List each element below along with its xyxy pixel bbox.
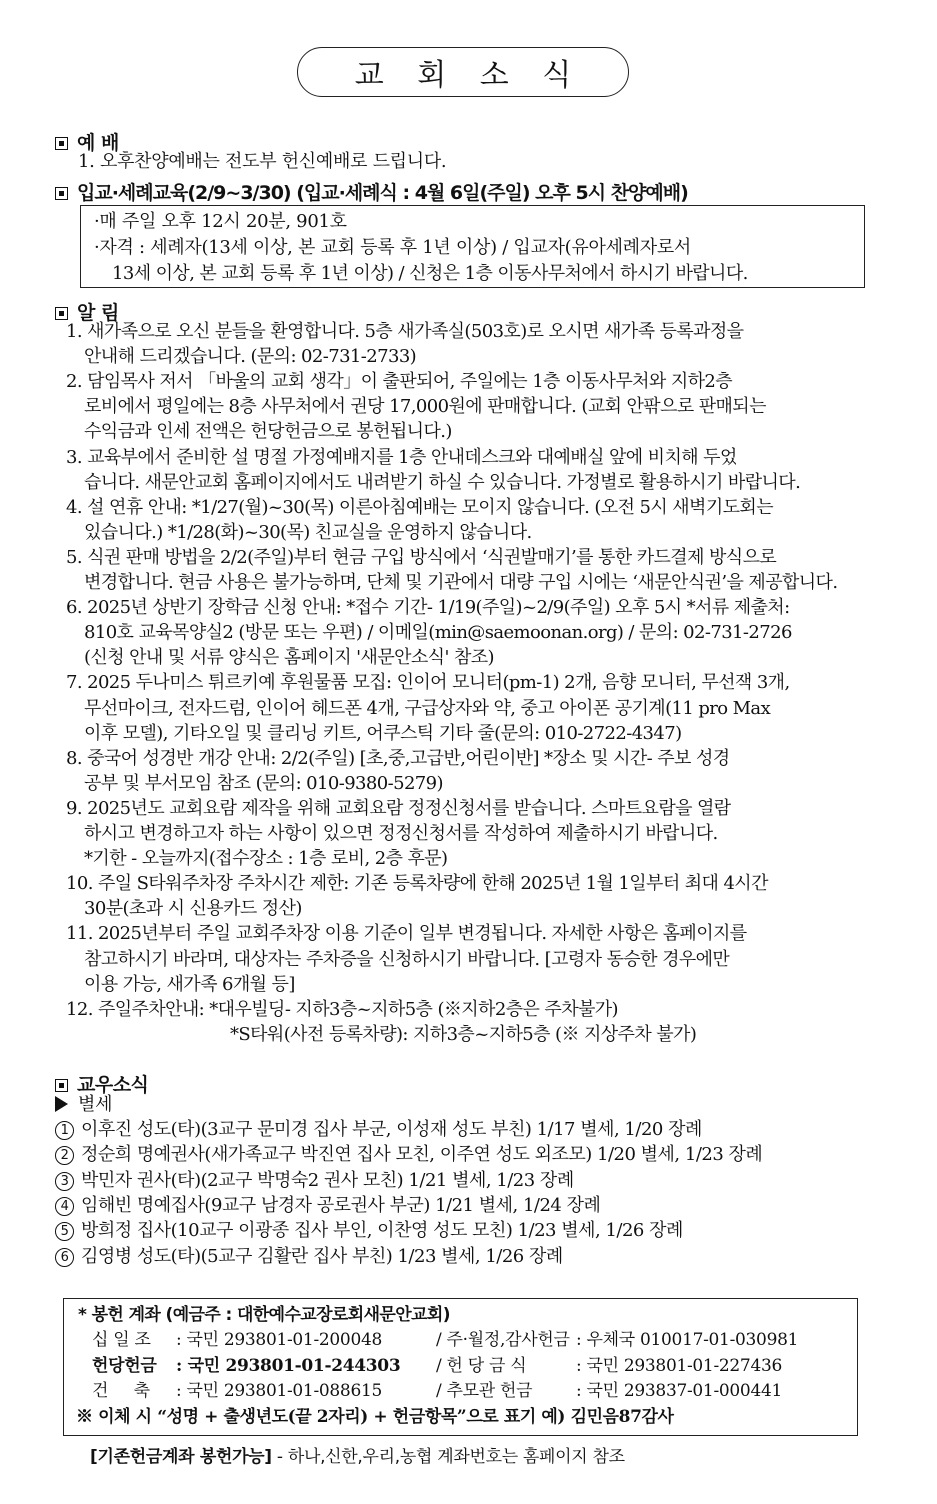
account-label: / 헌 당 금 식: [436, 1355, 527, 1376]
notice-line: 공부 및 부서모임 참조 (문의: 010-9380-5279): [84, 772, 443, 794]
members-heading: [55, 1070, 148, 1097]
notice-line: 810호 교육목양실2 (방문 또는 우편) / 이메일(min@saemoonan.org) / 문의: 02-731-2726: [84, 622, 792, 644]
accounts-heading: * 봉헌 계좌 (예금주 : 대한예수교장로회새문안교회): [78, 1305, 450, 1325]
members-subheading: [55, 1094, 112, 1116]
notice-line: 7. 2025 두나미스 튀르키예 후원물품 모집: 인이어 모니터(pm-1) 2개, 음향 모니터, 무선잭 3개,: [66, 672, 790, 694]
notice-line: 참고하시기 바라며, 대상자는 주차증을 신청하시기 바랍니다. [고령자 동승한 경우에만: [84, 948, 730, 970]
circled-number: 5: [55, 1222, 74, 1241]
baptism-heading-text: 입교·세례교육(2/9~3/30) (입교·세례식 : 4월 6일(주일) 오후 5시 찬양예배): [77, 182, 688, 204]
checkbox-square-icon: [55, 1079, 68, 1092]
notice-line: 3. 교육부에서 준비한 설 명절 가정예배지를 1층 안내데스크와 대예배실 앞에 비치해 두었: [66, 446, 737, 468]
accounts-note: ※ 이체 시 “성명 + 출생년도(끝 2자리) + 헌금항목”으로 표기 예) 김민음87감사: [76, 1407, 674, 1427]
notice-line: 10. 주일 S타워주차장 주차시간 제한: 기존 등록차량에 한해 2025년 1월 1일부터 최대 4시간: [66, 873, 768, 895]
notice-line: 2. 담임목사 저서 「바울의 교회 생각」이 출판되어, 주일에는 1층 이동사무처와 지하2층: [66, 371, 733, 393]
member-item-text: 정순희 명예권사(새가족교구 박진연 집사 모친, 이주연 성도 외조모) 1/20 별세, 1/23 장례: [81, 1144, 763, 1166]
account-value: : 국민 293837-01-000441: [576, 1381, 782, 1401]
notice-line: 30분(초과 시 신용카드 정산): [84, 898, 302, 920]
member-item-text: 방희정 집사(10교구 이광종 집사 부인, 이찬영 성도 모친) 1/23 별세, 1/26 장례: [81, 1220, 683, 1242]
notice-line: 무선마이크, 전자드럼, 인이어 헤드폰 4개, 구급상자와 약, 중고 아이폰 공기계(11 pro Max: [84, 697, 771, 719]
notice-line: 하시고 변경하고자 하는 사항이 있으면 정정신청서를 작성하여 제출하시기 바랍니다.: [84, 823, 718, 844]
checkbox-square-icon: [55, 187, 68, 200]
member-item: [55, 1144, 762, 1166]
notice-line: 수익금과 인세 전액은 헌당헌금으로 봉헌됩니다.): [84, 421, 452, 443]
account-label: 십 일 조: [92, 1330, 151, 1350]
member-item-text: 임해빈 명예집사(9교구 남경자 공로권사 부군) 1/21 별세, 1/24 장례: [81, 1194, 601, 1216]
notice-line: 5. 식권 판매 방법을 2/2(주일)부터 현금 구입 방식에서 ‘식권발매기’를 통한 카드결제 방식으로: [66, 546, 777, 568]
notice-line: 4. 설 연휴 안내: *1/27(월)~30(목) 이른아침예배는 모이지 않습니다. (오전 5시 새벽기도회는: [66, 496, 773, 518]
notice-line: (신청 안내 및 서류 양식은 홈페이지 '새문안소식' 참조): [84, 647, 494, 669]
members-heading-text: 교우소식: [77, 1074, 149, 1096]
worship-item: 1. 오후찬양예배는 전도부 헌신예배로 드립니다.: [78, 151, 447, 172]
page-title: 교 회 소 식: [297, 47, 629, 97]
circled-number: 2: [55, 1146, 74, 1165]
baptism-heading: [55, 178, 688, 205]
account-value: : 국민 293801-01-200048: [176, 1330, 382, 1350]
account-value: : 국민 293801-01-244303: [176, 1355, 401, 1376]
notice-line: 8. 중국어 성경반 개강 안내: 2/2(주일) [초,중,고급반,어린이반] *장소 및 시간- 주보 성경: [66, 747, 730, 769]
footer-rest: - 하나,신한,우리,농협 계좌번호는 홈페이지 참조: [271, 1447, 625, 1467]
footer-note: [90, 1446, 625, 1468]
circled-number: 3: [55, 1172, 74, 1191]
circled-number: 1: [55, 1121, 74, 1140]
notice-line: 11. 2025년부터 주일 교회주차장 이용 기준이 일부 변경됩니다. 자세한 사항은 홈페이지를: [66, 923, 747, 945]
baptism-line: 13세 이상, 본 교회 등록 후 1년 이상) / 신청은 1층 이동사무처에서 하시기 바랍니다.: [112, 263, 748, 284]
account-label: / 주·월정,감사헌금: [436, 1330, 570, 1350]
account-value: : 국민 293801-01-088615: [176, 1381, 382, 1401]
footer-bold: [기존헌금계좌 봉헌가능]: [90, 1447, 272, 1467]
baptism-line: ·매 주일 오후 12시 20분, 901호: [94, 211, 347, 232]
notice-line: 1. 새가족으로 오신 분들을 환영합니다. 5층 새가족실(503호)로 오시면 새가족 등록과정을: [66, 321, 744, 342]
notice-line: 이용 가능, 새가족 6개월 등]: [84, 973, 295, 995]
notice-line: 12. 주일주차안내: *대우빌딩- 지하3층~지하5층 (※지하2층은 주차불가): [66, 998, 618, 1020]
circled-number: 6: [55, 1248, 74, 1267]
account-label: 헌당헌금: [92, 1355, 157, 1376]
member-item: [55, 1119, 702, 1141]
member-item-text: 김영병 성도(타)(5교구 김활란 집사 부친) 1/23 별세, 1/26 장례: [81, 1245, 563, 1267]
notice-line: 변경합니다. 현금 사용은 불가능하며, 단체 및 기관에서 대량 구입 시에는 ‘새문안식권’을 제공합니다.: [84, 572, 838, 593]
notice-line: 안내해 드리겠습니다. (문의: 02-731-2733): [84, 346, 417, 368]
circled-number: 4: [55, 1197, 74, 1216]
notice-line: 6. 2025년 상반기 장학금 신청 안내: *접수 기간- 1/19(주일)~2/9(주일) 오후 5시 *서류 제출처:: [66, 597, 790, 619]
members-subheading-text: 별세: [78, 1094, 113, 1115]
baptism-line: ·자격 : 세례자(13세 이상, 본 교회 등록 후 1년 이상) / 입교자(유아세례자로서: [94, 237, 692, 258]
notice-line: *S타워(사전 등록차량): 지하3층~지하5층 (※ 지상주차 불가): [230, 1023, 697, 1045]
account-value: : 국민 293801-01-227436: [576, 1355, 782, 1376]
account-value: : 우체국 010017-01-030981: [576, 1330, 799, 1350]
notice-line: 이후 모델), 기타오일 및 클리닝 키트, 어쿠스틱 기타 줄(문의: 010-2722-4347): [84, 722, 682, 744]
checkbox-square-icon: [55, 307, 68, 320]
worship-heading-text: 예 배: [77, 132, 119, 154]
account-label: / 추모관 헌금: [436, 1381, 533, 1401]
notice-line: 로비에서 평일에는 8층 사무처에서 권당 17,000원에 판매합니다. (교회 안팎으로 판매되는: [84, 396, 766, 418]
member-item: [55, 1246, 563, 1268]
notice-line: *기한 - 오늘까지(접수장소 : 1층 로비, 2층 후문): [84, 848, 448, 870]
checkbox-square-icon: [55, 137, 68, 150]
member-item-text: 박민자 권사(타)(2교구 박명숙2 권사 모친) 1/21 별세, 1/23 장례: [81, 1169, 574, 1191]
member-item: [55, 1195, 600, 1217]
notices-heading-text: 알 림: [77, 302, 119, 324]
notice-line: 습니다. 새문안교회 홈페이지에서도 내려받기 하실 수 있습니다. 가정별로 활용하시기 바랍니다.: [84, 471, 801, 493]
account-label: 건 축: [92, 1381, 150, 1401]
triangle-bullet-icon: [55, 1096, 68, 1112]
member-item: [55, 1170, 574, 1192]
notice-line: 있습니다.) *1/28(화)~30(목) 친교실을 운영하지 않습니다.: [84, 521, 532, 543]
notice-line: 9. 2025년도 교회요람 제작을 위해 교회요람 정정신청서를 받습니다. 스마트요람을 열람: [66, 797, 731, 819]
member-item-text: 이후진 성도(타)(3교구 문미경 집사 부군, 이성재 성도 부친) 1/17 별세, 1/20 장례: [81, 1119, 702, 1140]
member-item: [55, 1220, 683, 1242]
